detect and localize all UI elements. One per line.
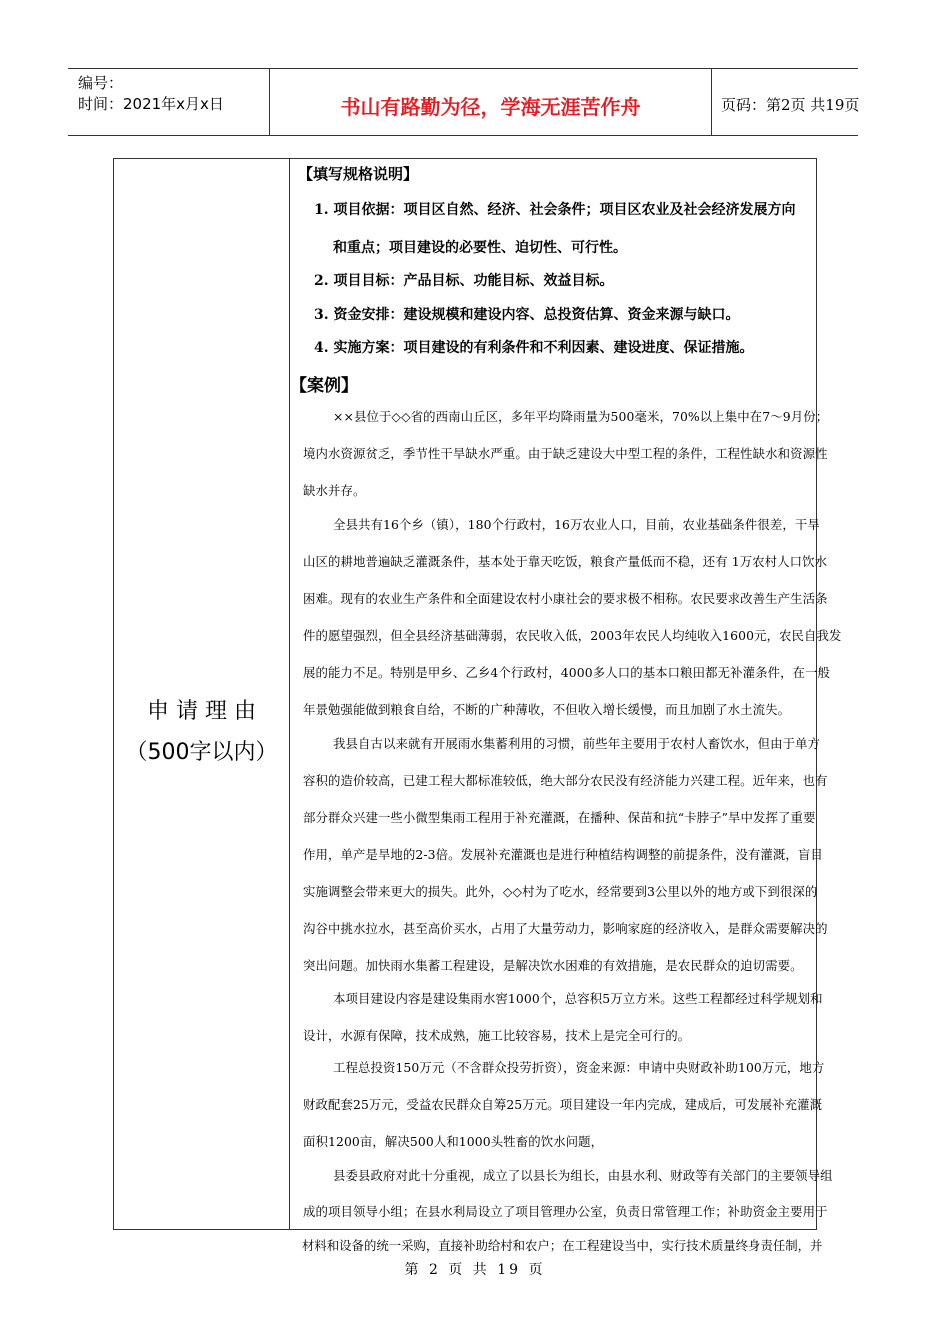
content-cell — [290, 159, 842, 1229]
case-line: 面积1200亩，解决500人和1000头牲畜的饮水问题， — [303, 1134, 604, 1149]
guide-item: 2. 项目目标：产品目标、功能目标、效益目标。 — [314, 273, 614, 289]
case-line: 成的项目领导小组；在县水利局设立了项目管理办公室，负责日常管理工作；补助资金主要用于 — [303, 1204, 828, 1219]
case-line: 困难。现有的农业生产条件和全面建设农村小康社会的要求极不相称。农民要求改善生产生活条 — [303, 591, 828, 606]
header-page-cell — [711, 69, 858, 135]
case-line: 展的能力不足。特别是甲乡、乙乡4个行政村，4000多人口的基本口粮田都无补灌条件，在一般 — [303, 665, 831, 680]
case-title: 【案例】 — [290, 376, 358, 396]
case-line: ××县位于◇◇省的西南山丘区，多年平均降雨量为500毫米，70%以上集中在7～9月份； — [333, 409, 829, 424]
case-line: 部分群众兴建一些小微型集雨工程用于补充灌溉，在播种、保苗和抗“卡脖子”旱中发挥了重要 — [303, 810, 816, 825]
page-number-label: 页码：第2页 共19页 — [721, 96, 860, 114]
case-line: 实施调整会带来更大的损失。此外，◇◇村为了吃水，经常要到3公里以外的地方或下到很深的 — [303, 884, 818, 899]
header-left-cell — [68, 69, 269, 135]
case-line: 本项目建设内容是建设集雨水窖1000个，总容积5万立方米。这些工程都经过科学规划和 — [333, 991, 823, 1006]
guide-item: 和重点；项目建设的必要性、迫切性、可行性。 — [333, 240, 627, 256]
case-line: 财政配套25万元，受益农民群众自筹25万元。项目建设一年内完成，建成后，可发展补充灌溉 — [303, 1097, 823, 1112]
case-line: 突出问题。加快雨水集蓄工程建设，是解决饮水困难的有效措施，是农民群众的迫切需要。 — [303, 958, 803, 973]
case-line: 设计，水源有保障，技术成熟，施工比较容易，技术上是完全可行的。 — [303, 1028, 691, 1043]
guide-title: 【填写规格说明】 — [298, 165, 419, 183]
guide-item: 1. 项目依据：项目区自然、经济、社会条件；项目区农业及社会经济发展方向 — [314, 202, 796, 218]
number-label: 编号： — [78, 74, 124, 92]
case-line: 我县自古以来就有开展雨水集蓄利用的习惯，前些年主要用于农村人畜饮水，但由于单方 — [333, 736, 821, 751]
guide-item: 4. 实施方案：项目建设的有利条件和不利因素、建设进度、保证措施。 — [314, 340, 754, 356]
case-line: 山区的耕地普遍缺乏灌溉条件，基本处于靠天吃饭，粮食产量低而不稳，还有 1万农村人口饮水 — [303, 554, 828, 569]
application-table — [113, 158, 842, 1230]
overflow-text-line: 材料和设备的统一采购，直接补助给村和农户；在工程建设当中，实行技术质量终身责任制，并 — [302, 1238, 823, 1253]
case-line: 县委县政府对此十分重视，成立了以县长为组长，由县水利、财政等有关部门的主要领导组 — [333, 1168, 833, 1183]
case-line: 工程总投资150万元（不含群众投劳折资），资金来源：申请中央财政补助100万元，地方 — [333, 1060, 825, 1075]
motto: 书山有路勤为径，学海无涯苦作舟 — [340, 95, 641, 119]
time-label: 时间：2021年x月x日 — [78, 95, 224, 113]
page-header — [68, 68, 858, 136]
label-cell — [114, 159, 290, 1229]
word-limit-label: （500字以内） — [125, 740, 278, 765]
case-line: 沟谷中挑水拉水，甚至高价买水，占用了大量劳动力，影响家庭的经济收入，是群众需要解决的 — [303, 921, 828, 936]
guide-item: 3. 资金安排：建设规模和建设内容、总投资估算、资金来源与缺口。 — [314, 307, 740, 323]
page-footer: 第 2 页 共 19 页 — [404, 1262, 546, 1278]
case-line: 缺水并存。 — [303, 483, 366, 498]
case-line: 境内水资源贫乏，季节性干旱缺水严重。由于缺乏建设大中型工程的条件，工程性缺水和资源性 — [303, 446, 828, 461]
case-line: 全县共有16个乡（镇），180个行政村，16万农业人口，目前，农业基础条件很差，干旱 — [333, 517, 820, 532]
case-line: 容积的造价较高，已建工程大都标准较低，绝大部分农民没有经济能力兴建工程。近年来，也有 — [303, 773, 828, 788]
case-line: 作用，单产是旱地的2-3倍。发展补充灌溉也是进行种植结构调整的前提条件，没有灌溉，盲目 — [303, 847, 823, 862]
case-line: 年景勉强能做到粮食自给，不断的广种薄收，不但收入增长缓慢，而且加剧了水土流失。 — [303, 702, 791, 717]
case-line: 件的愿望强烈，但全县经济基础薄弱，农民收入低，2003年农民人均纯收入1600元，农民自我发 — [303, 628, 842, 643]
reason-label: 申 请 理 由 — [147, 699, 256, 724]
header-motto-cell — [269, 69, 712, 135]
